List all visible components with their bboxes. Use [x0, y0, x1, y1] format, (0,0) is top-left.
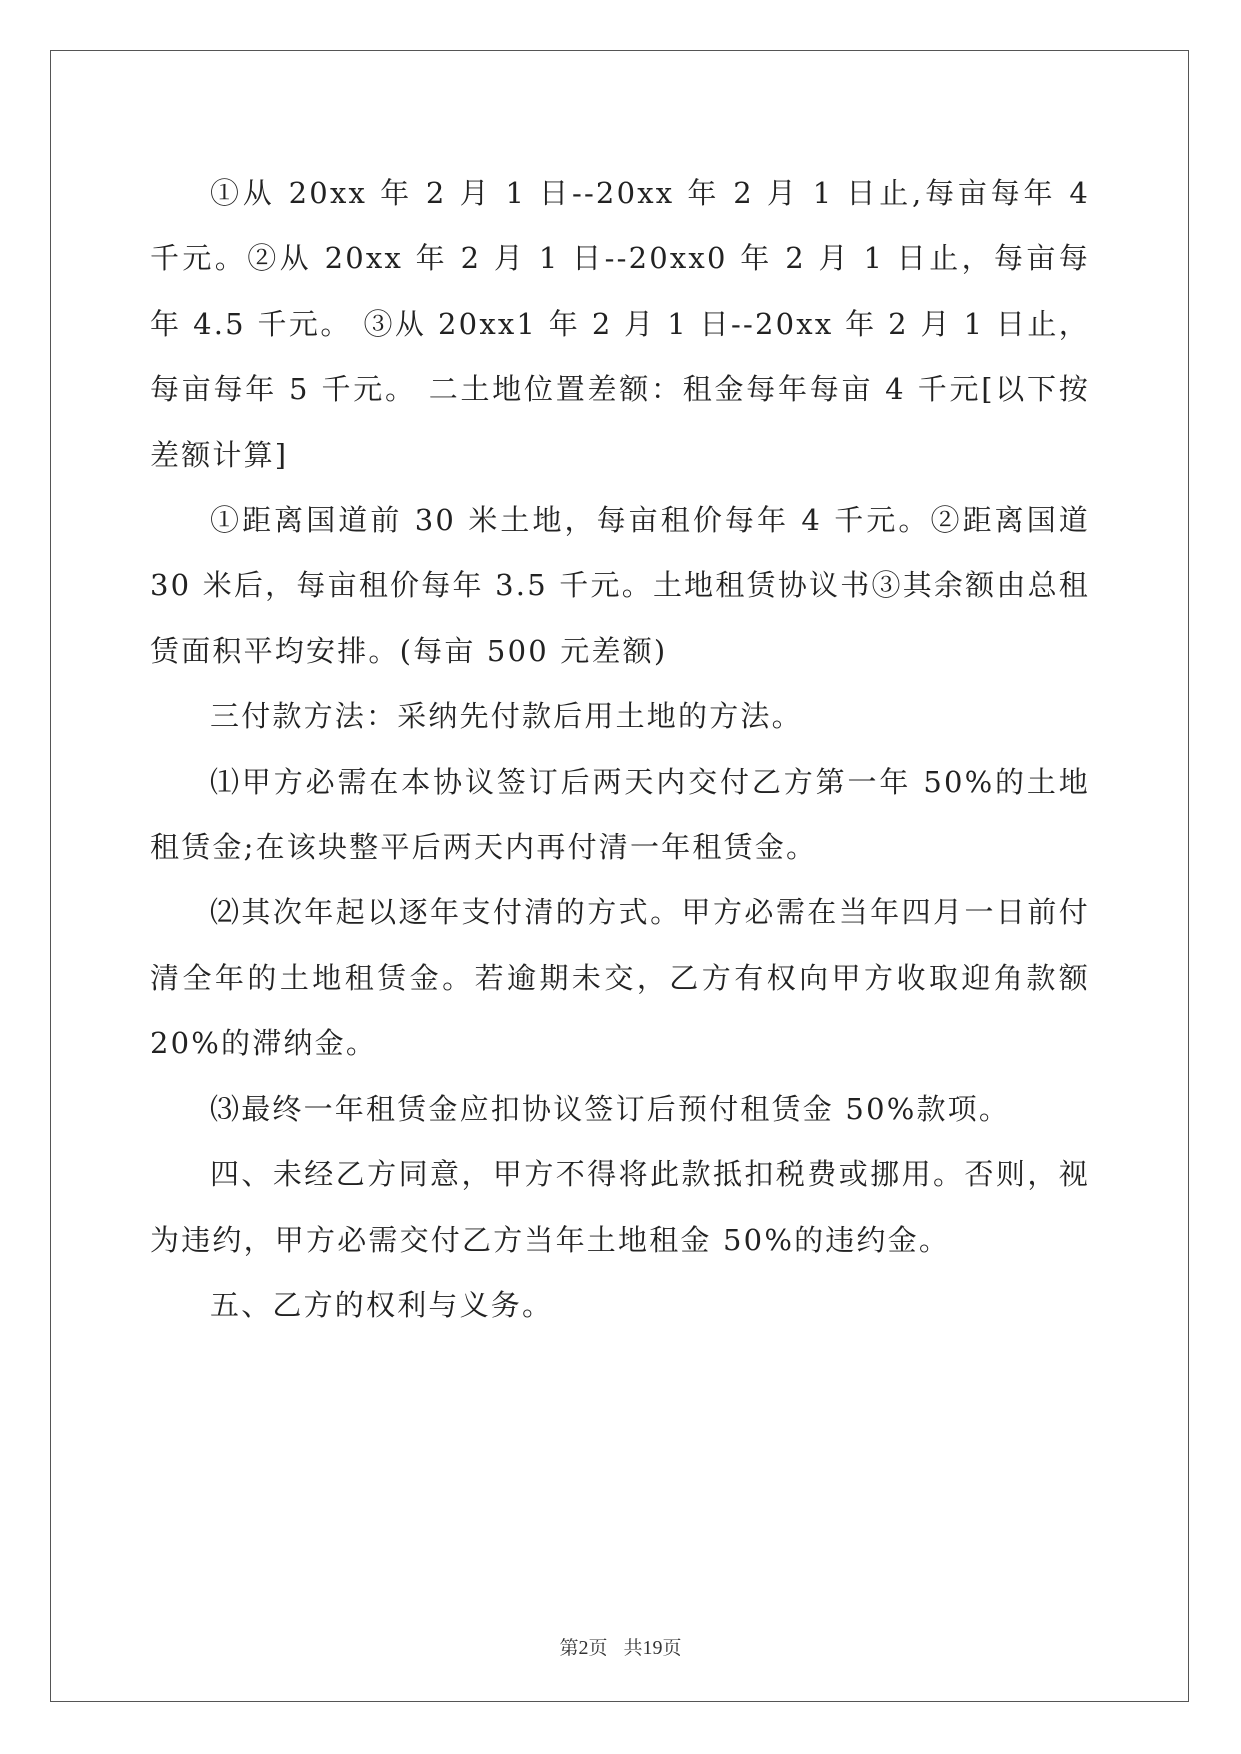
paragraph-distance-pricing: ①距离国道前 30 米土地，每亩租价每年 4 千元。②距离国道 30 米后，每亩租价每年 3.5 千元。土地租赁协议书③其余额由总租赁面积平均安排。(每亩 500 元差额) — [150, 503, 1090, 668]
footer-total-prefix: 共 — [623, 1637, 643, 1659]
paragraph-payment-method: 三付款方法：采纳先付款后用土地的方法。 — [210, 699, 803, 734]
paragraph-annual-payment: ⑵其次年起以逐年支付清的方式。甲方必需在当年四月一日前付清全年的土地租赁金。若逾期未交，乙方有权向甲方收取迎角款额 20%的滞纳金。 — [150, 895, 1090, 1061]
document-body — [150, 161, 1090, 1338]
paragraph-final-year: ⑶最终一年租赁金应扣协议签订后预付租赁金 50%款项。 — [210, 1091, 1011, 1126]
footer-total-pages: 19 — [642, 1637, 663, 1659]
paragraph-section-four: 四、未经乙方同意，甲方不得将此款抵扣税费或挪用。否则，视为违约，甲方必需交付乙方当年土地租金 50%的违约金。 — [150, 1157, 1090, 1257]
page-footer — [0, 1633, 1241, 1660]
footer-page-prefix: 第 — [559, 1637, 579, 1659]
footer-total-suffix: 页 — [662, 1637, 682, 1659]
footer-page-suffix: 页 — [588, 1637, 608, 1659]
paragraph-section-five: 五、乙方的权利与义务。 — [210, 1287, 554, 1322]
paragraph-rent-schedule: ①从 20xx 年 2 月 1 日--20xx 年 2 月 1 日止,每亩每年 4 千元。②从 20xx 年 2 月 1 日--20xx0 年 2 月 1 日止，每亩每年 4.5 千元。 ③从 20xx1 年 2 月 1 日--20xx 年 2 月 1 日止，每亩每年 5 千元。 二土地位置差额：租金每年每亩 4 千元[以下按差额计算] — [150, 176, 1090, 472]
footer-page-number: 2 — [578, 1637, 589, 1659]
paragraph-first-payment: ⑴甲方必需在本协议签订后两天内交付乙方第一年 50%的土地租赁金;在该块整平后两天内再付清一年租赁金。 — [150, 764, 1090, 865]
